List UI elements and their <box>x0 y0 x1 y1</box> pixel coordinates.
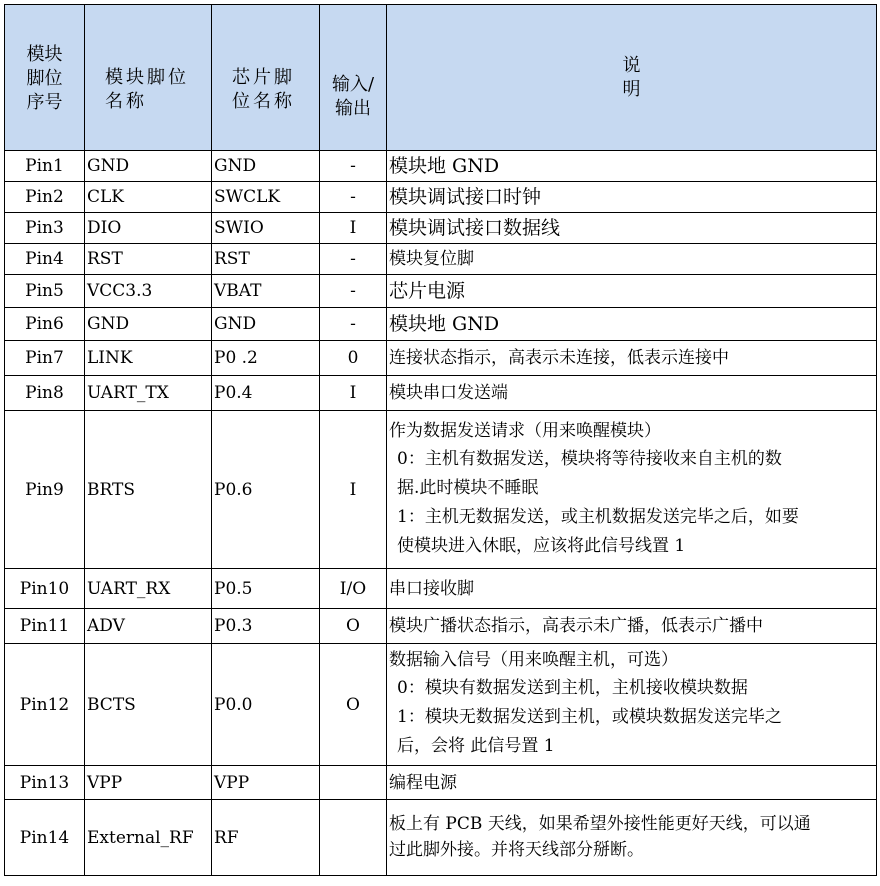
table-row <box>5 244 877 275</box>
io: I <box>320 376 387 411</box>
pin-no: Pin14 <box>5 800 85 876</box>
header-pin-name: 模块脚位 名称 <box>85 5 212 151</box>
chip-pin: P0.5 <box>212 569 320 609</box>
pin-name: ADV <box>85 609 212 644</box>
description: 模块地 GND <box>387 151 877 182</box>
pin-no: Pin1 <box>5 151 85 182</box>
description-main: 作为数据发送请求（用来唤醒模块） <box>389 420 661 441</box>
chip-pin: P0.4 <box>212 376 320 411</box>
pin-name: VPP <box>85 766 212 800</box>
header-io: 输入/ 输出 <box>320 5 387 151</box>
io: O <box>320 644 387 766</box>
io: I/O <box>320 569 387 609</box>
chip-pin: VPP <box>212 766 320 800</box>
table-row <box>5 766 877 800</box>
pin-name: GND <box>85 308 212 341</box>
table-row <box>5 308 877 341</box>
table-row <box>5 609 877 644</box>
description-line: 过此脚外接。并将天线部分掰断。 <box>389 839 644 860</box>
io: I <box>320 213 387 244</box>
chip-pin: RST <box>212 244 320 275</box>
pin-no: Pin5 <box>5 275 85 308</box>
pin-name: RST <box>85 244 212 275</box>
table-row <box>5 376 877 411</box>
header-pin-no: 模块 脚位 序号 <box>5 5 85 151</box>
description: 模块调试接口时钟 <box>387 182 877 213</box>
chip-pin: GND <box>212 308 320 341</box>
pin-name: DIO <box>85 213 212 244</box>
description: 模块复位脚 <box>387 244 877 275</box>
description-line: 后，会将 此信号置 1 <box>397 736 555 756</box>
io: O <box>320 609 387 644</box>
io <box>320 800 387 876</box>
table-row <box>5 182 877 213</box>
table-row <box>5 800 877 876</box>
chip-pin: SWCLK <box>212 182 320 213</box>
pin-no: Pin11 <box>5 609 85 644</box>
io: - <box>320 275 387 308</box>
description-line: 1：模块无数据发送到主机，或模块数据发送完毕之 <box>397 707 782 727</box>
pin-name: BRTS <box>85 411 212 569</box>
header-desc: 说 明 <box>387 5 877 151</box>
header-chip-pin: 芯片脚 位名称 <box>212 5 320 151</box>
io: 0 <box>320 341 387 376</box>
table-row <box>5 411 877 569</box>
pin-no: Pin9 <box>5 411 85 569</box>
pin-name: LINK <box>85 341 212 376</box>
description-line: 使模块进入休眠，应该将此信号线置 1 <box>397 535 686 556</box>
pin-name: GND <box>85 151 212 182</box>
pin-no: Pin6 <box>5 308 85 341</box>
pin-no: Pin7 <box>5 341 85 376</box>
chip-pin: GND <box>212 151 320 182</box>
table-row <box>5 151 877 182</box>
pin-name: CLK <box>85 182 212 213</box>
io: - <box>320 308 387 341</box>
pin-no: Pin3 <box>5 213 85 244</box>
header-row <box>5 5 877 151</box>
description: 模块调试接口数据线 <box>387 213 877 244</box>
io: - <box>320 151 387 182</box>
description: 连接状态指示，高表示未连接，低表示连接中 <box>387 341 877 376</box>
description: 编程电源 <box>387 766 877 800</box>
description-line: 0：主机有数据发送，模块将等待接收来自主机的数 <box>397 448 782 469</box>
io <box>320 766 387 800</box>
pin-name: VCC3.3 <box>85 275 212 308</box>
chip-pin: SWIO <box>212 213 320 244</box>
pin-no: Pin10 <box>5 569 85 609</box>
description-main: 数据输入信号（用来唤醒主机，可选） <box>389 650 678 670</box>
pin-table <box>4 4 877 876</box>
chip-pin: P0.3 <box>212 609 320 644</box>
io: - <box>320 182 387 213</box>
description: 串口接收脚 <box>387 569 877 609</box>
pin-no: Pin4 <box>5 244 85 275</box>
table-row <box>5 569 877 609</box>
description-main: 板上有 PCB 天线，如果希望外接性能更好天线，可以通 <box>389 813 811 834</box>
pin-name: UART_RX <box>85 569 212 609</box>
description-line: 据.此时模块不睡眠 <box>397 477 539 498</box>
chip-pin: P0.6 <box>212 411 320 569</box>
chip-pin: VBAT <box>212 275 320 308</box>
table-row <box>5 644 877 766</box>
description: 模块地 GND <box>387 308 877 341</box>
table-row <box>5 275 877 308</box>
chip-pin: P0.0 <box>212 644 320 766</box>
pin-no: Pin2 <box>5 182 85 213</box>
table-row <box>5 213 877 244</box>
io: I <box>320 411 387 569</box>
pin-no: Pin8 <box>5 376 85 411</box>
pin-no: Pin13 <box>5 766 85 800</box>
description-line: 1：主机无数据发送，或主机数据发送完毕之后，如要 <box>397 506 799 527</box>
description: 模块串口发送端 <box>387 376 877 411</box>
pin-name: External_RF <box>85 800 212 876</box>
description <box>387 411 877 569</box>
pin-name: UART_TX <box>85 376 212 411</box>
description <box>387 800 877 876</box>
chip-pin: P0 .2 <box>212 341 320 376</box>
table-row <box>5 341 877 376</box>
chip-pin: RF <box>212 800 320 876</box>
pin-name: BCTS <box>85 644 212 766</box>
description-line: 0：模块有数据发送到主机，主机接收模块数据 <box>397 678 748 698</box>
io: - <box>320 244 387 275</box>
pin-no: Pin12 <box>5 644 85 766</box>
description <box>387 644 877 766</box>
description: 模块广播状态指示，高表示未广播，低表示广播中 <box>387 609 877 644</box>
description: 芯片电源 <box>387 275 877 308</box>
